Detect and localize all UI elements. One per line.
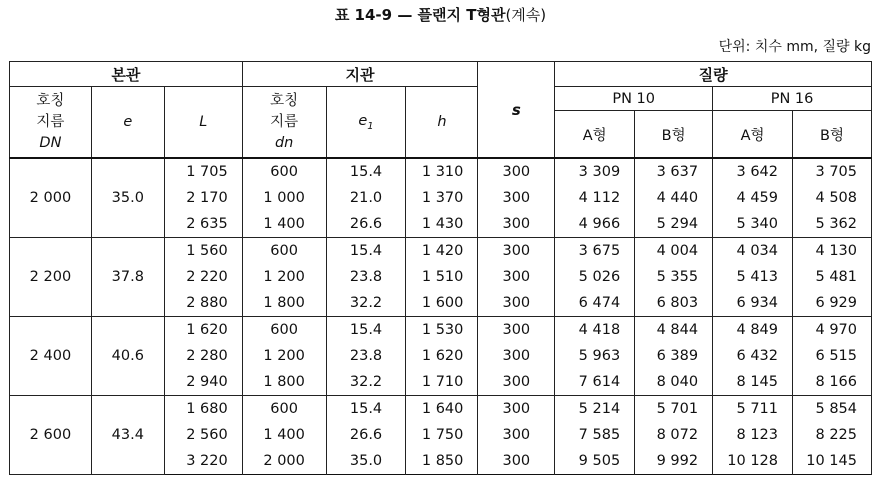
cell-L: 1 680 [164,396,242,423]
cell-L: 2 940 [164,369,242,396]
cell-DN: 2 600 [10,396,92,475]
cell-h: 1 530 [406,317,478,344]
cell-e1: 26.6 [326,422,406,448]
cell-e1: 21.0 [326,185,406,211]
cell-pn10-a: 3 309 [555,158,635,185]
cell-e1: 15.4 [326,396,406,423]
cell-pn16-b: 4 130 [793,238,872,265]
table-title [0,4,881,25]
cell-s: 300 [478,158,555,185]
cell-pn10-b: 6 389 [635,343,713,369]
cell-pn16-a: 8 123 [713,422,793,448]
cell-dn: 1 800 [242,290,326,317]
cell-pn10-a: 3 675 [555,238,635,265]
header-pn16: PN 16 [713,87,872,111]
cell-s: 300 [478,185,555,211]
cell-pn10-b: 3 637 [635,158,713,185]
table-row [10,238,872,265]
cell-pn10-a: 7 614 [555,369,635,396]
cell-h: 1 420 [406,238,478,265]
header-dn: dn [274,134,294,151]
cell-pn16-b: 8 225 [793,422,872,448]
unit-note: 단위: 치수 mm, 질량 kg [718,39,871,55]
cell-pn10-b: 5 355 [635,264,713,290]
cell-s: 300 [478,369,555,396]
cell-pn16-b: 5 481 [793,264,872,290]
cell-dn: 1 200 [242,264,326,290]
cell-dn: 600 [242,238,326,265]
cell-pn10-b: 8 072 [635,422,713,448]
cell-e: 43.4 [91,396,164,475]
header-h: h [406,87,478,159]
header-e: e [91,87,164,159]
cell-pn16-a: 6 934 [713,290,793,317]
cell-pn16-b: 5 362 [793,211,872,238]
cell-e1: 15.4 [326,317,406,344]
cell-pn16-a: 8 145 [713,369,793,396]
cell-h: 1 620 [406,343,478,369]
cell-s: 300 [478,317,555,344]
header-s: s [478,62,555,159]
cell-pn10-a: 5 026 [555,264,635,290]
cell-pn10-a: 9 505 [555,448,635,475]
cell-e1: 32.2 [326,369,406,396]
cell-pn16-b: 10 145 [793,448,872,475]
table-title-main: 표 14-9 — 플랜지 T형관 [334,6,506,24]
header-e1-subscript: 1 [367,120,374,132]
cell-e1: 15.4 [326,238,406,265]
cell-pn10-a: 7 585 [555,422,635,448]
cell-pn16-a: 3 642 [713,158,793,185]
cell-pn10-b: 5 701 [635,396,713,423]
header-DN: DN [39,134,62,151]
header-nominal-DN [10,87,92,159]
cell-pn10-a: 5 214 [555,396,635,423]
cell-s: 300 [478,422,555,448]
cell-L: 1 705 [164,158,242,185]
header-e1-base: e [358,112,368,129]
cell-e1: 35.0 [326,448,406,475]
cell-pn16-b: 4 508 [793,185,872,211]
header-nominal-label: 호칭 [270,92,299,109]
cell-pn16-a: 10 128 [713,448,793,475]
cell-e: 35.0 [91,158,164,238]
cell-pn10-b: 6 803 [635,290,713,317]
cell-h: 1 310 [406,158,478,185]
cell-e1: 26.6 [326,211,406,238]
cell-e: 37.8 [91,238,164,317]
header-pn16-typeB: B형 [793,111,872,159]
cell-L: 2 170 [164,185,242,211]
cell-pn16-b: 6 515 [793,343,872,369]
header-pn10-typeA: A형 [555,111,635,159]
cell-pn16-a: 6 432 [713,343,793,369]
cell-s: 300 [478,211,555,238]
cell-dn: 600 [242,396,326,423]
cell-h: 1 600 [406,290,478,317]
cell-pn16-b: 6 929 [793,290,872,317]
cell-e1: 23.8 [326,264,406,290]
cell-pn10-b: 4 004 [635,238,713,265]
cell-s: 300 [478,396,555,423]
cell-s: 300 [478,448,555,475]
cell-pn16-a: 5 413 [713,264,793,290]
cell-L: 2 635 [164,211,242,238]
cell-L: 2 560 [164,422,242,448]
header-nominal-label: 호칭 [36,92,65,109]
cell-DN: 2 400 [10,317,92,396]
cell-dn: 1 000 [242,185,326,211]
cell-DN: 2 000 [10,158,92,238]
cell-dn: 1 800 [242,369,326,396]
cell-s: 300 [478,238,555,265]
cell-h: 1 710 [406,369,478,396]
flange-tee-table [9,61,872,475]
cell-h: 1 750 [406,422,478,448]
cell-pn10-a: 4 966 [555,211,635,238]
cell-pn16-b: 4 970 [793,317,872,344]
cell-pn16-b: 5 854 [793,396,872,423]
cell-pn16-b: 8 166 [793,369,872,396]
cell-L: 2 220 [164,264,242,290]
cell-pn10-a: 4 418 [555,317,635,344]
cell-dn: 1 200 [242,343,326,369]
header-pn10: PN 10 [555,87,713,111]
table-row [10,158,872,185]
cell-e: 40.6 [91,317,164,396]
cell-s: 300 [478,343,555,369]
cell-pn16-a: 4 849 [713,317,793,344]
header-nominal-dn [242,87,326,159]
table-title-continued: (계속) [505,6,547,24]
cell-pn10-a: 5 963 [555,343,635,369]
cell-pn10-b: 4 844 [635,317,713,344]
header-main-pipe: 본관 [10,62,243,87]
cell-pn10-b: 9 992 [635,448,713,475]
header-pn16-typeA: A형 [713,111,793,159]
cell-e1: 15.4 [326,158,406,185]
cell-dn: 1 400 [242,211,326,238]
table-row [10,396,872,423]
cell-DN: 2 200 [10,238,92,317]
table-row [10,317,872,344]
cell-dn: 2 000 [242,448,326,475]
cell-pn10-b: 5 294 [635,211,713,238]
cell-pn10-a: 4 112 [555,185,635,211]
cell-L: 2 280 [164,343,242,369]
header-diameter-label: 지름 [270,113,299,130]
header-mass: 질량 [555,62,872,87]
cell-h: 1 430 [406,211,478,238]
cell-h: 1 850 [406,448,478,475]
cell-h: 1 640 [406,396,478,423]
cell-L: 1 560 [164,238,242,265]
cell-h: 1 370 [406,185,478,211]
cell-pn10-a: 6 474 [555,290,635,317]
cell-dn: 1 400 [242,422,326,448]
header-pn10-typeB: B형 [635,111,713,159]
cell-h: 1 510 [406,264,478,290]
cell-dn: 600 [242,158,326,185]
cell-s: 300 [478,290,555,317]
cell-pn16-a: 5 711 [713,396,793,423]
cell-dn: 600 [242,317,326,344]
cell-s: 300 [478,264,555,290]
cell-pn10-b: 8 040 [635,369,713,396]
header-e1 [326,87,406,159]
cell-e1: 23.8 [326,343,406,369]
cell-pn16-a: 4 034 [713,238,793,265]
cell-pn16-a: 4 459 [713,185,793,211]
cell-L: 2 880 [164,290,242,317]
header-branch: 지관 [242,62,478,87]
cell-L: 3 220 [164,448,242,475]
cell-pn16-b: 3 705 [793,158,872,185]
header-L: L [164,87,242,159]
header-diameter-label: 지름 [36,113,65,130]
cell-e1: 32.2 [326,290,406,317]
cell-pn16-a: 5 340 [713,211,793,238]
cell-L: 1 620 [164,317,242,344]
cell-pn10-b: 4 440 [635,185,713,211]
